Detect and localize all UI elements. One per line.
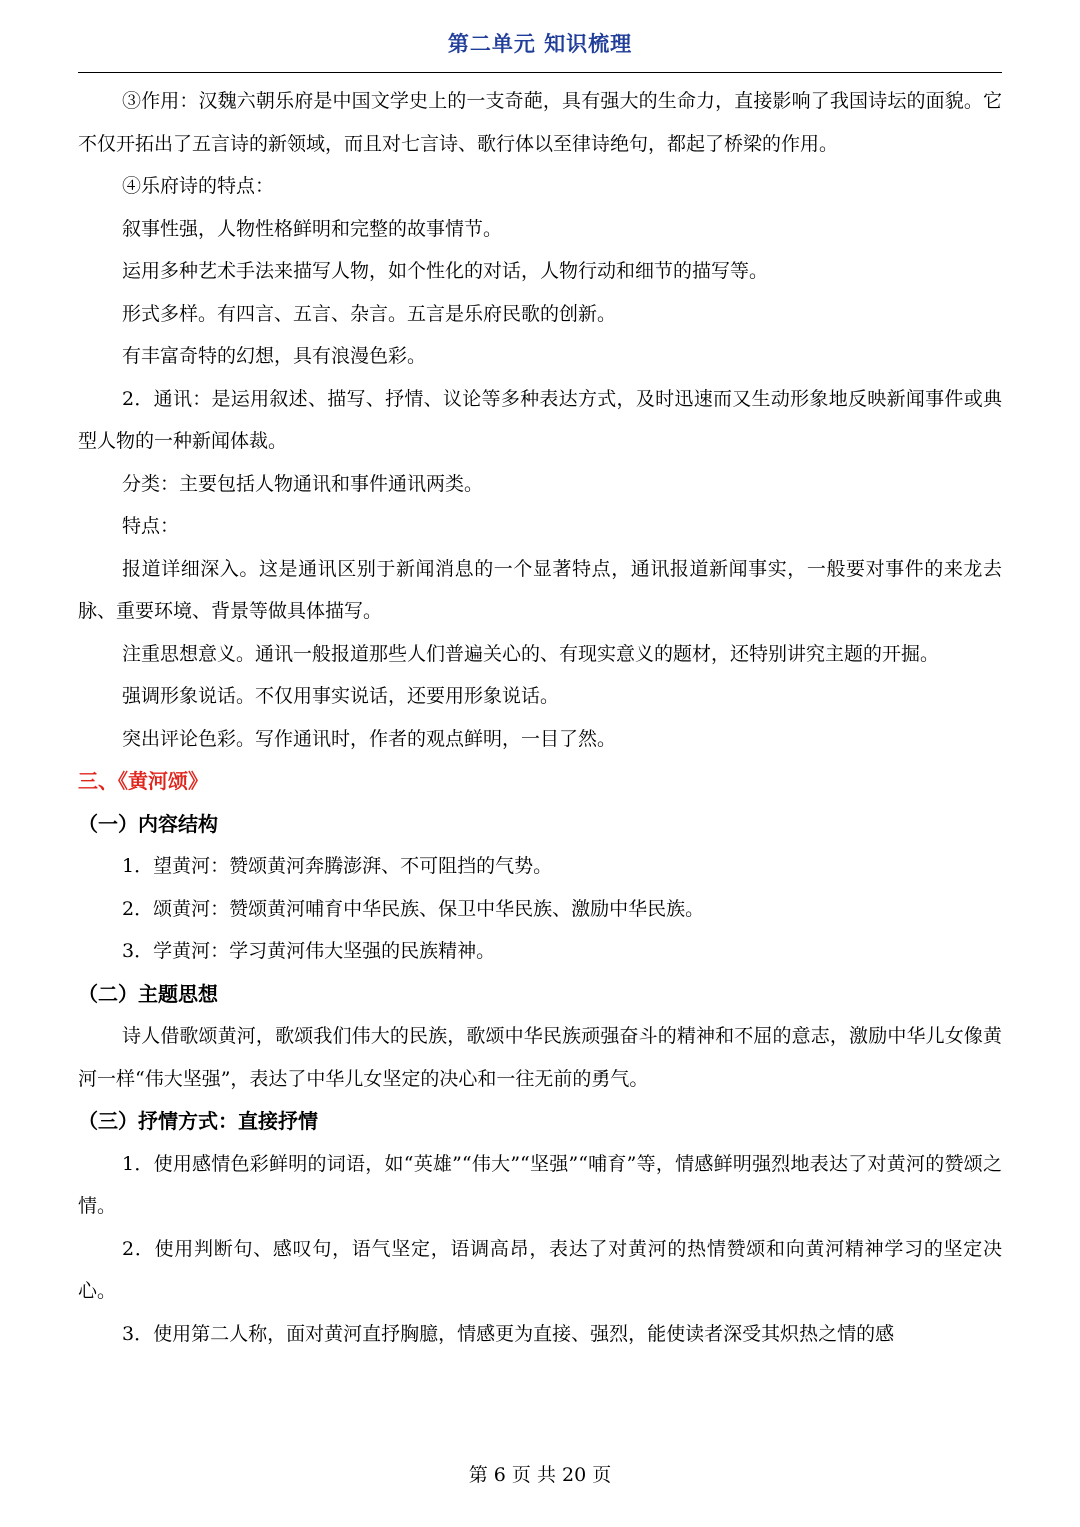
paragraph-news-feature-4: 突出评论色彩。写作通讯时，作者的观点鲜明，一目了然。 xyxy=(122,727,617,750)
page-header-title: 第二单元 知识梳理 xyxy=(447,32,633,56)
subsection-title-theme: （二）主题思想 xyxy=(78,981,218,1006)
paragraph-news-feature-3: 强调形象说话。不仅用事实说话，还要用形象说话。 xyxy=(122,685,560,707)
page-number-footer: 第 6 页 共 20 页 xyxy=(468,1464,612,1486)
list-item: 3．使用第二人称，面对黄河直抒胸臆，情感更为直接、强烈，能使读者深受其炽热之情的感 xyxy=(122,1322,895,1345)
subsection-title-structure: （一）内容结构 xyxy=(78,811,218,836)
list-item: 1．望黄河：赞颂黄河奔腾澎湃、不可阻挡的气势。 xyxy=(122,855,553,877)
paragraph-function: ③作用：汉魏六朝乐府是中国文学史上的一支奇葩，具有强大的生命力，直接影响了我国诗坛的面貌。它不仅开拓出了五言诗的新领域，而且对七言诗、歌行体以至律诗绝句，都起了桥梁的作用。 xyxy=(78,90,1002,155)
paragraph-news-feature-2: 注重思想意义。通讯一般报道那些人们普遍关心的、有现实意义的题材，还特别讲究主题的开掘。 xyxy=(122,642,940,665)
paragraph-news-feature-1: 报道详细深入。这是通讯区别于新闻消息的一个显著特点，通讯报道新闻事实，一般要对事件的来龙去脉、重要环境、背景等做具体描写。 xyxy=(78,557,1002,622)
paragraph-theme: 诗人借歌颂黄河，歌颂我们伟大的民族，歌颂中华民族顽强奋斗的精神和不屈的意志，激励中华儿女像黄河一样“伟大坚强”，表达了中华儿女坚定的决心和一往无前的勇气。 xyxy=(78,1025,1002,1090)
list-item: 1．使用感情色彩鲜明的词语，如“英雄”“伟大”“坚强”“哺育”等，情感鲜明强烈地表达了对黄河的赞颂之情。 xyxy=(78,1152,1002,1217)
list-item: 2．使用判断句、感叹句，语气坚定，语调高昂，表达了对黄河的热情赞颂和向黄河精神学习的坚定决心。 xyxy=(78,1237,1002,1302)
paragraph-feature-3: 形式多样。有四言、五言、杂言。五言是乐府民歌的创新。 xyxy=(122,302,617,325)
paragraph-feature-4: 有丰富奇特的幻想，具有浪漫色彩。 xyxy=(122,345,427,367)
section-title-huanghesong: 三、《黄河颂》 xyxy=(78,769,208,793)
paragraph-feature-2: 运用多种艺术手法来描写人物，如个性化的对话，人物行动和细节的描写等。 xyxy=(122,260,769,282)
header-divider xyxy=(78,72,1002,73)
paragraph-news-classification: 分类：主要包括人物通讯和事件通讯两类。 xyxy=(122,472,484,495)
list-item: 3．学黄河：学习黄河伟大坚强的民族精神。 xyxy=(122,940,496,962)
paragraph-news-features-heading: 特点： xyxy=(122,515,180,537)
page-content xyxy=(78,80,1002,1355)
subsection-title-lyric-method: （三）抒情方式：直接抒情 xyxy=(78,1109,318,1133)
paragraph-news-definition: 2．通讯：是运用叙述、描写、抒情、议论等多种表达方式，及时迅速而又生动形象地反映新闻事件或典型人物的一种新闻体裁。 xyxy=(78,387,1002,452)
paragraph-features-heading: ④乐府诗的特点： xyxy=(122,175,275,197)
paragraph-feature-1: 叙事性强，人物性格鲜明和完整的故事情节。 xyxy=(122,217,503,240)
list-item: 2．颂黄河：赞颂黄河哺育中华民族、保卫中华民族、激励中华民族。 xyxy=(122,897,705,920)
